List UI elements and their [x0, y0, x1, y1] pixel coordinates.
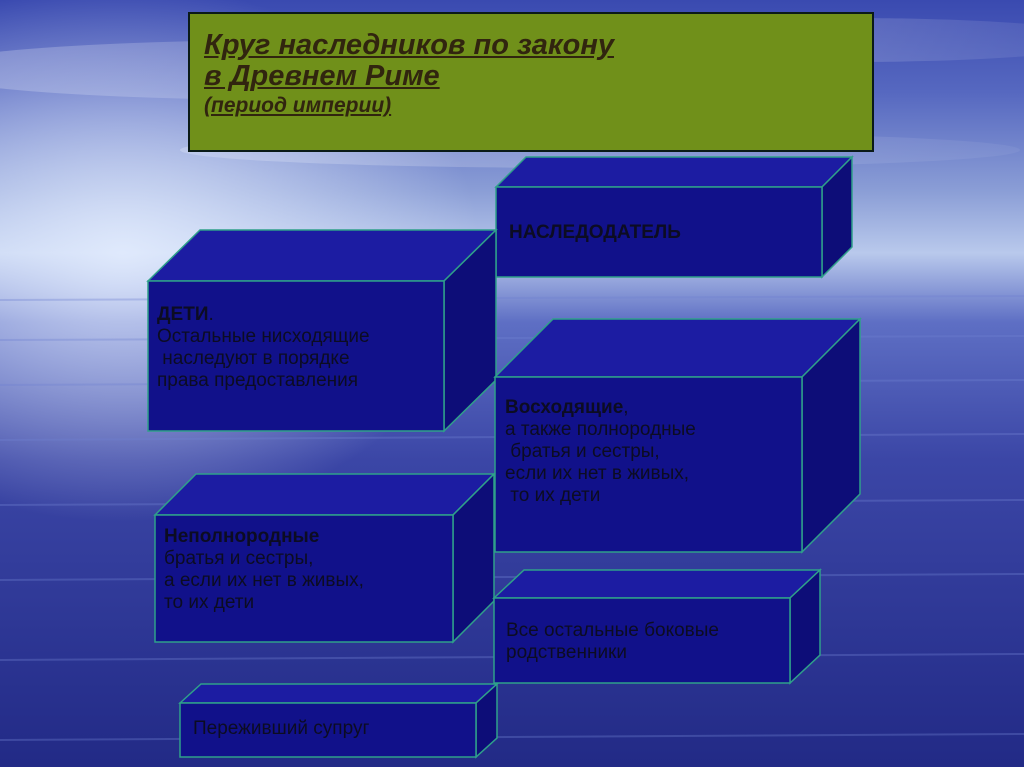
children-label: ДЕТИ: [157, 304, 209, 325]
ascendants-text: [505, 397, 696, 507]
spouse-label: Переживший супруг: [193, 718, 370, 739]
title-line-2: в Древнем Риме: [204, 60, 440, 92]
testator-text: [509, 222, 681, 244]
collateral-line-2: родственники: [506, 642, 627, 663]
spouse-text: [193, 718, 369, 740]
ascendants-line-2: братья и сестры,: [505, 441, 660, 462]
half-siblings-line-1: братья и сестры,: [164, 548, 314, 569]
children-line-3: права предоставления: [157, 370, 359, 391]
testator-label: НАСЛЕДОДАТЕЛЬ: [509, 222, 681, 243]
half-siblings-line-3: то их дети: [164, 592, 255, 613]
collateral-line-1: Все остальные боковые: [506, 620, 719, 641]
half-siblings-line-2: а если их нет в живых,: [164, 570, 364, 591]
children-punct: .: [208, 304, 214, 325]
half-siblings-text: [164, 526, 364, 614]
title-line-1: Круг наследников по закону: [204, 29, 614, 61]
ascendants-label: Восходящие: [505, 397, 624, 418]
ascendants-punct: ,: [623, 397, 629, 418]
ascendants-line-3: если их нет в живых,: [505, 463, 690, 484]
testator-box: [496, 157, 852, 277]
ascendants-line-1: а также полнородные: [505, 419, 696, 440]
title-line-3: (период империи): [204, 94, 392, 117]
title-banner: [188, 12, 874, 152]
children-line-1: Остальные нисходящие: [157, 326, 370, 347]
children-line-2: наследуют в порядке: [157, 348, 350, 369]
half-siblings-label: Неполнородные: [164, 526, 320, 547]
children-text: [157, 304, 370, 392]
collateral-text: [506, 620, 719, 664]
ascendants-line-4: то их дети: [505, 485, 601, 506]
